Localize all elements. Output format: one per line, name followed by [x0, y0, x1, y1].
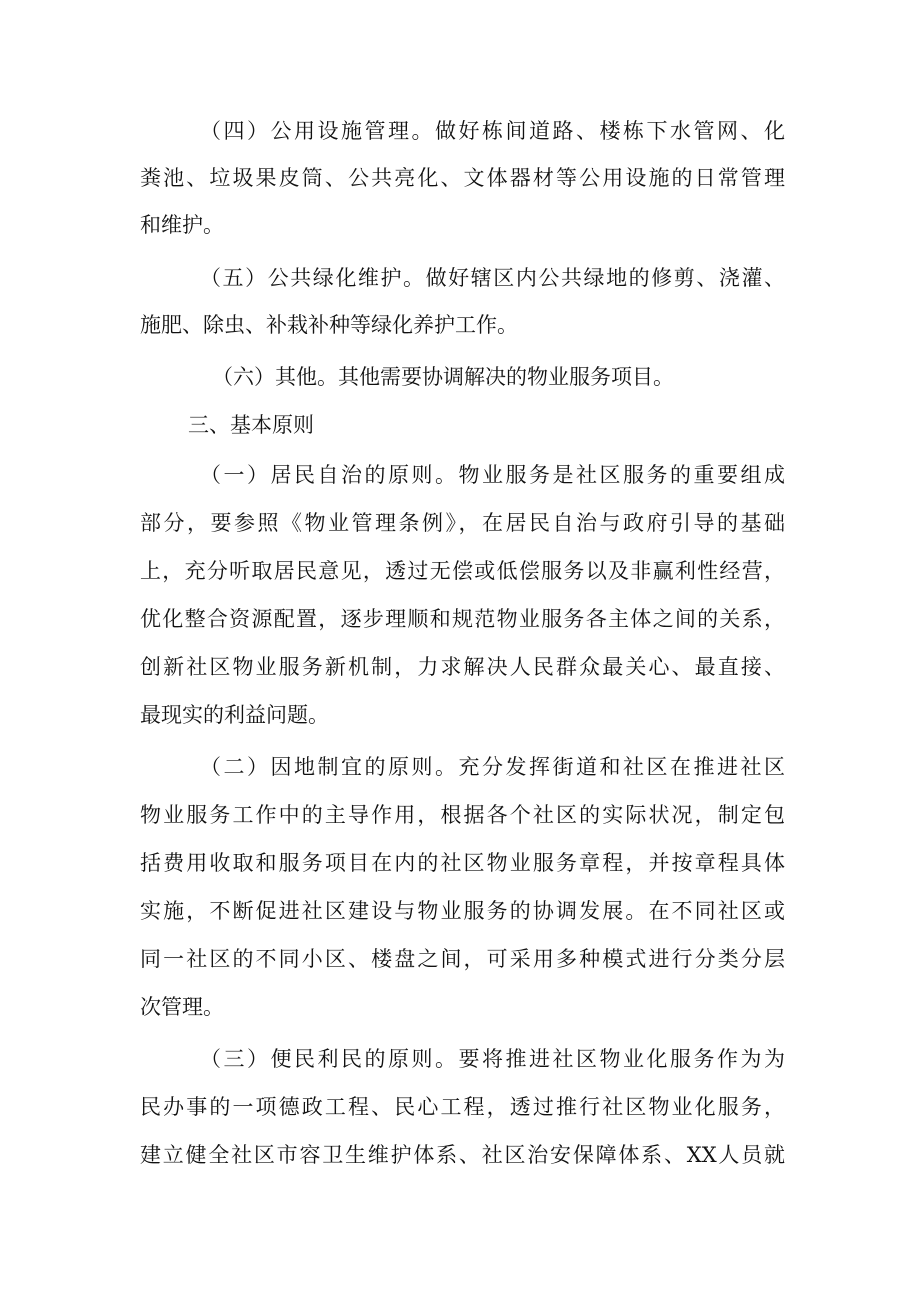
- text-line: 和维护。: [140, 213, 224, 237]
- text-line: （二）因地制宜的原则。充分发挥街道和社区在推进社区: [200, 755, 785, 779]
- section-title: 三、基本原则: [188, 413, 314, 437]
- text-line: 次管理。: [140, 995, 224, 1019]
- text-line: （一）居民自治的原则。物业服务是社区服务的重要组成: [200, 463, 785, 487]
- text-line: 建立健全社区市容卫生维护体系、社区治安保障体系、XX人员就: [140, 1143, 785, 1167]
- text-line: （五）公共绿化维护。做好辖区内公共绿地的修剪、浇灌、: [200, 266, 785, 290]
- text-line: （六）其他。其他需要协调解决的物业服务项目。: [212, 365, 674, 389]
- text-line: 部分，要参照《物业管理条例》，在居民自治与政府引导的基础: [140, 511, 785, 535]
- text-line: 民办事的一项德政工程、民心工程，透过推行社区物业化服务，: [140, 1095, 785, 1119]
- text-line: 优化整合资源配置，逐步理顺和规范物业服务各主体之间的关系，: [140, 607, 785, 631]
- text-line: 同一社区的不同小区、楼盘之间，可采用多种模式进行分类分层: [140, 947, 785, 971]
- text-line: （四）公用设施管理。做好栋间道路、楼栋下水管网、化: [200, 119, 785, 143]
- text-line: 物业服务工作中的主导作用，根据各个社区的实际状况，制定包: [140, 803, 785, 827]
- text-line: 施肥、除虫、补栽补种等绿化养护工作。: [140, 313, 518, 337]
- text-line: 括费用收取和服务项目在内的社区物业服务章程，并按章程具体: [140, 851, 785, 875]
- text-line: 最现实的利益问题。: [140, 703, 329, 727]
- text-line: 实施，不断促进社区建设与物业服务的协调发展。在不同社区或: [140, 899, 785, 923]
- text-line: 创新社区物业服务新机制，力求解决人民群众最关心、最直接、: [140, 655, 785, 679]
- text-line: 粪池、垃圾果皮筒、公共亮化、文体器材等公用设施的日常管理: [140, 166, 785, 190]
- text-line: （三）便民利民的原则。要将推进社区物业化服务作为为: [200, 1047, 785, 1071]
- text-line: 上，充分听取居民意见，透过无偿或低偿服务以及非赢利性经营，: [140, 559, 785, 583]
